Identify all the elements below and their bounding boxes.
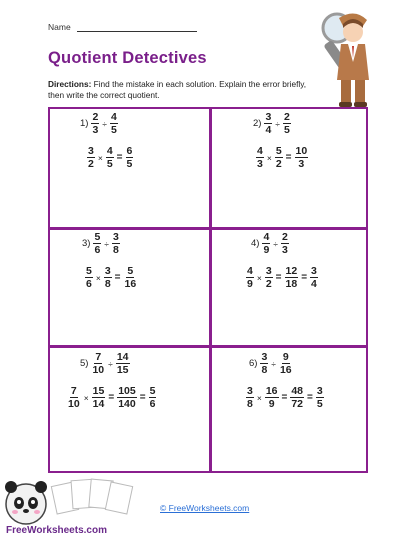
fraction: $\frac{15}{14}$ [92, 385, 105, 410]
problem-grid [48, 107, 368, 473]
freeworksheets-logo [2, 470, 152, 536]
problem-number: 3) [82, 238, 91, 249]
fraction: $\frac{7}{10}$ [68, 385, 80, 410]
solution [245, 265, 319, 290]
times-sign: × [256, 272, 262, 283]
equals-sign: = [114, 272, 121, 283]
fraction: $\frac{3}{8}$ [112, 231, 119, 256]
problem-statement [253, 111, 292, 136]
fraction: $\frac{12}{18}$ [285, 265, 298, 290]
problem-number: 2) [253, 118, 262, 129]
problem-statement [80, 351, 131, 376]
fraction: $\frac{3}{8}$ [247, 385, 253, 410]
problem-number: 5) [80, 358, 89, 369]
fraction: $\frac{3}{4}$ [265, 111, 272, 136]
fraction: $\frac{9}{16}$ [279, 351, 292, 376]
fraction: $\frac{5}{6}$ [149, 385, 156, 410]
problem-statement [251, 231, 290, 256]
problem-number: 1) [80, 118, 89, 129]
solution [84, 265, 138, 290]
fraction: $\frac{4}{9}$ [247, 265, 253, 290]
fraction: $\frac{7}{10}$ [92, 351, 105, 376]
problem-cell-5 [50, 349, 208, 467]
problem-cell-3 [50, 229, 208, 347]
times-sign: × [83, 392, 89, 403]
fraction: $\frac{3}{2}$ [88, 145, 94, 170]
divide-sign: ÷ [275, 118, 280, 129]
fraction: $\frac{4}{5}$ [106, 145, 113, 170]
fraction: $\frac{16}{9}$ [265, 385, 278, 410]
fraction: $\frac{5}{6}$ [94, 231, 101, 256]
problem-statement [82, 231, 121, 256]
fraction: $\frac{4}{9}$ [263, 231, 270, 256]
problem-cell-4 [211, 229, 369, 347]
problem-cell-1 [50, 109, 208, 227]
fraction: $\frac{14}{15}$ [116, 351, 129, 376]
freeworksheets-link[interactable]: © FreeWorksheets.com [160, 503, 250, 513]
fraction: $\frac{2}{3}$ [92, 111, 99, 136]
directions-text: Find the mistake in each solution. Explain the error briefly, then write the correct quotient. [48, 79, 307, 100]
fraction: $\frac{3}{8}$ [104, 265, 111, 290]
problem-cell-2 [211, 109, 369, 227]
divide-sign: ÷ [104, 238, 109, 249]
equals-sign: = [281, 392, 288, 403]
fraction: $\frac{6}{5}$ [126, 145, 133, 170]
fraction: $\frac{4}{3}$ [257, 145, 263, 170]
fraction: $\frac{4}{5}$ [110, 111, 117, 136]
directions-label: Directions: [48, 79, 92, 89]
divide-sign: ÷ [108, 358, 113, 369]
name-blank-line[interactable] [77, 23, 197, 32]
times-sign: × [256, 392, 262, 403]
fraction: $\frac{3}{2}$ [265, 265, 272, 290]
problem-statement [80, 111, 119, 136]
directions [48, 79, 318, 101]
equals-sign: = [116, 152, 123, 163]
panda-icon [5, 481, 47, 524]
problem-number: 4) [251, 238, 260, 249]
divide-sign: ÷ [102, 118, 107, 129]
fraction: $\frac{2}{3}$ [281, 231, 288, 256]
equals-sign: = [285, 152, 292, 163]
worksheet-title: Quotient Detectives [48, 49, 207, 67]
solution [255, 145, 309, 170]
solution [66, 385, 157, 410]
equals-sign: = [139, 392, 146, 403]
fraction: $\frac{2}{5}$ [283, 111, 290, 136]
name-label: Name [48, 22, 71, 32]
fraction: $\frac{5}{2}$ [275, 145, 282, 170]
problem-cell-6 [211, 349, 369, 467]
equals-sign: = [108, 392, 115, 403]
logo-text: FreeWorksheets.com [6, 525, 107, 536]
fraction: $\frac{5}{16}$ [124, 265, 137, 290]
detective-illustration-icon [315, 6, 375, 110]
problem-number: 6) [249, 358, 258, 369]
problem-statement [249, 351, 294, 376]
fraction: $\frac{105}{140}$ [118, 385, 136, 410]
divide-sign: ÷ [271, 358, 276, 369]
solution [86, 145, 134, 170]
fraction: $\frac{3}{5}$ [316, 385, 323, 410]
divide-sign: ÷ [273, 238, 278, 249]
solution [245, 385, 325, 410]
fraction: $\frac{5}{6}$ [86, 265, 92, 290]
worksheet-stack-icon [51, 479, 132, 514]
equals-sign: = [275, 272, 282, 283]
times-sign: × [97, 152, 103, 163]
times-sign: × [95, 272, 101, 283]
times-sign: × [266, 152, 272, 163]
equals-sign: = [307, 392, 313, 403]
fraction: $\frac{3}{4}$ [311, 265, 317, 290]
fraction: $\frac{10}{3}$ [295, 145, 308, 170]
fraction: $\frac{48}{72}$ [291, 385, 304, 410]
fraction: $\frac{3}{8}$ [261, 351, 268, 376]
equals-sign: = [301, 272, 308, 283]
name-field [48, 22, 197, 32]
